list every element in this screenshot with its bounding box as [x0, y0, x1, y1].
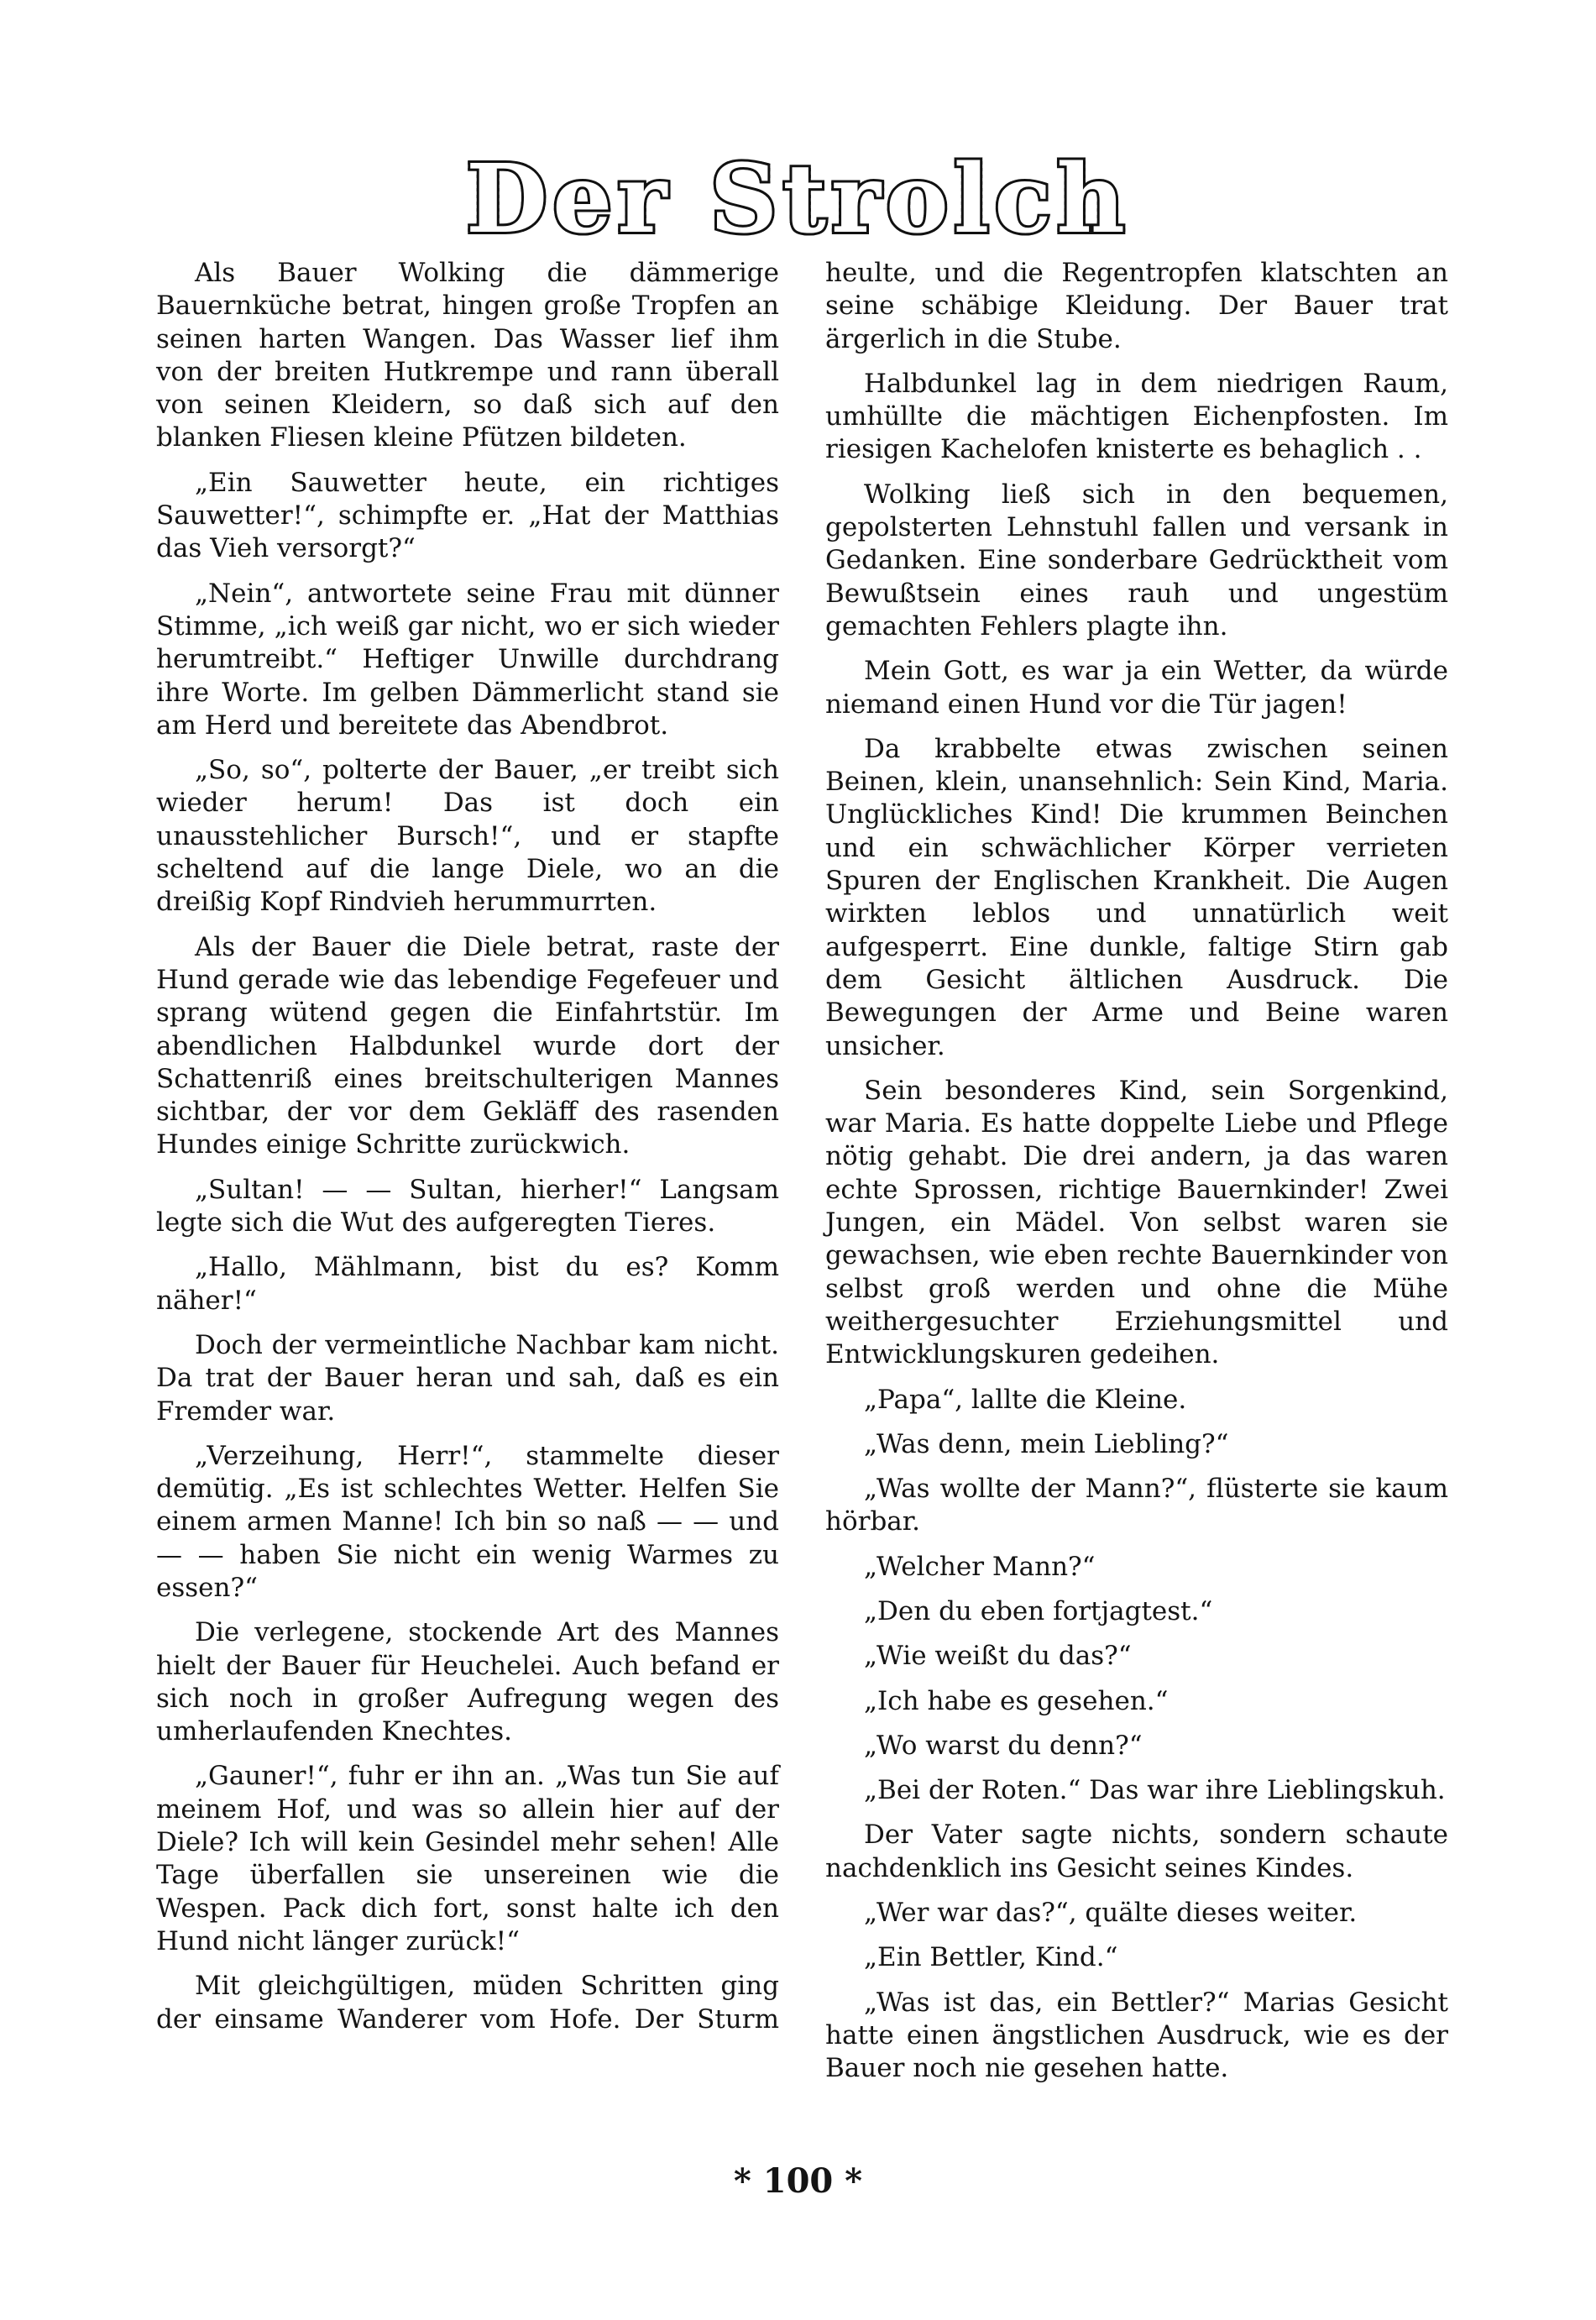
paragraph: Der Vater sagte nichts, sondern schaute nachdenklich ins Gesicht seines Kindes.	[825, 1820, 1448, 1883]
paragraph: Die verlegene, stockende Art des Mannes hielt der Bauer für Heuchelei. Auch befand er sich noch in großer Aufregung wegen des umherlaufenden Knechtes.	[156, 1617, 779, 1747]
paragraph: „Ein Sauwetter heute, ein richtiges Sauwetter!“, schimpfte er. „Hat der Matthias das Vieh versorgt?“	[156, 467, 779, 564]
paragraph: „Bei der Roten.“ Das war ihre Lieblingskuh.	[864, 1775, 1446, 1806]
paragraph: „So, so“, polterte der Bauer, „er treibt sich wieder herum! Das ist doch ein unausstehlicher Bursch!“, und er stapfte scheltend auf die lange Diele, wo an die dreißig Kopf Rindvieh herummurrten.	[156, 755, 779, 918]
paragraph: „Den du eben fortjagtest.“	[864, 1595, 1213, 1626]
paragraph: „Nein“, antwortete seine Frau mit dünner Stimme, „ich weiß gar nicht, wo er sich wieder herumtreibt.“ Heftiger Unwille durchdrang ihre Worte. Im gelben Dämmerlicht stand sie am Herd und bereitete das Abendbrot.	[156, 578, 779, 741]
paragraph: „Sultan! — — Sultan, hierher!“ Langsam legte sich die Wut des aufgeregten Tieres.	[156, 1174, 779, 1239]
paragraph: Da krabbelte etwas zwischen seinen Beinen, klein, unansehnlich: Sein Kind, Maria. Unglückliches Kind! Die krummen Beinchen und ein schwächlicher Körper verrieten Spuren der Englischen Krankheit. Die Augen wirkten leblos und unnatürlich weit aufgesperrt. Eine dunkle, faltige Stirn gab dem Gesicht ältlichen Ausdruck. Die Bewegungen der Arme und Beine waren unsicher.	[825, 733, 1448, 1061]
paragraph: „Welcher Mann?“	[864, 1551, 1096, 1582]
paragraph: Mein Gott, es war ja ein Wetter, da würde niemand einen Hund vor die Tür jagen!	[825, 656, 1448, 720]
page-number: * 100 *	[733, 2161, 863, 2201]
paragraph: Halbdunkel lag in dem niedrigen Raum, umhüllte die mächtigen Eichenpfosten. Im riesigen Kachelofen knisterte es behaglich . .	[825, 368, 1448, 465]
paragraph: „Was denn, mein Liebling?“	[864, 1428, 1229, 1459]
paragraph: „Papa“, lallte die Kleine.	[864, 1384, 1187, 1415]
paragraph: Mit gleichgültigen, müden Schritten ging der einsame Wanderer vom Hofe. Der Sturm	[156, 1971, 779, 2035]
paragraph: „Verzeihung, Herr!“, stammelte dieser demütig. „Es ist schlechtes Wetter. Helfen Sie einem armen Manne! Ich bin so naß — — und — — haben Sie nicht ein wenig Warmes zu essen?“	[156, 1440, 779, 1603]
paragraph: „Wer war das?“, quälte dieses weiter.	[864, 1898, 1358, 1929]
right-column	[825, 257, 1448, 2097]
paragraph: „Ein Bettler, Kind.“	[864, 1942, 1118, 1973]
paragraph: Sein besonderes Kind, sein Sorgenkind, war Maria. Es hatte doppelte Liebe und Pflege nötig gehabt. Die drei andern, ja das waren echte Sprossen, richtige Bauernkinder! Zwei Jungen, ein Mädel. Von selbst waren sie gewachsen, wie eben rechte Bauernkinder von selbst groß werden und ohne die Mühe weithergesuchter Erziehungsmittel und Entwicklungskuren gedeihen.	[825, 1075, 1448, 1370]
paragraph: Wolking ließ sich in den bequemen, gepolsterten Lehnstuhl fallen und versank in Gedanken. Eine sonderbare Gedrücktheit vom Bewußtsein eines rauh und ungestüm gemachten Fehlers plagte ihn.	[825, 479, 1448, 642]
left-column	[156, 257, 779, 2048]
paragraph: Als Bauer Wolking die dämmerige Bauernküche betrat, hingen große Tropfen an seinen harten Wangen. Das Wasser lief ihm von der breiten Hutkrempe und rann überall von seinen Kleidern, so daß sich auf den blanken Fliesen kleine Pfützen bildeten.	[156, 258, 779, 453]
paragraph: „Ich habe es gesehen.“	[864, 1685, 1169, 1716]
paragraph: „Wie weißt du das?“	[864, 1641, 1132, 1672]
paragraph: „Gauner!“, fuhr er ihn an. „Was tun Sie auf meinem Hof, und was so allein hier auf der Diele? Ich will kein Gesindel mehr sehen! Alle Tage überfallen sie unsereinen wie die Wespen. Pack dich fort, sonst halte ich den Hund nicht länger zurück!“	[156, 1761, 779, 1956]
story-title: Der Strolch	[0, 141, 1596, 259]
paragraph: Als der Bauer die Diele betrat, raste der Hund gerade wie das lebendige Fegefeuer und sprang wütend gegen die Einfahrtstür. Im abendlichen Halbdunkel wurde dort der Schattenriß eines breitschulterigen Mannes sichtbar, der vor dem Gekläff des rasenden Hundes einige Schritte zurückwich.	[156, 931, 779, 1160]
paragraph: „Was ist das, ein Bettler?“ Marias Gesicht hatte einen ängstlichen Ausdruck, wie es der Bauer noch nie gesehen hatte.	[825, 1987, 1448, 2084]
paragraph: Doch der vermeintliche Nachbar kam nicht. Da trat der Bauer heran und sah, daß es ein Fremder war.	[156, 1329, 779, 1427]
paragraph: „Was wollte der Mann?“, flüsterte sie kaum hörbar.	[825, 1474, 1448, 1537]
paragraph: heulte, und die Regentropfen klatschten an seine schäbige Kleidung. Der Bauer trat ärgerlich in die Stube.	[825, 258, 1448, 354]
paragraph: „Hallo, Mählmann, bist du es? Komm näher!“	[156, 1252, 779, 1316]
paragraph: „Wo warst du denn?“	[864, 1730, 1143, 1761]
